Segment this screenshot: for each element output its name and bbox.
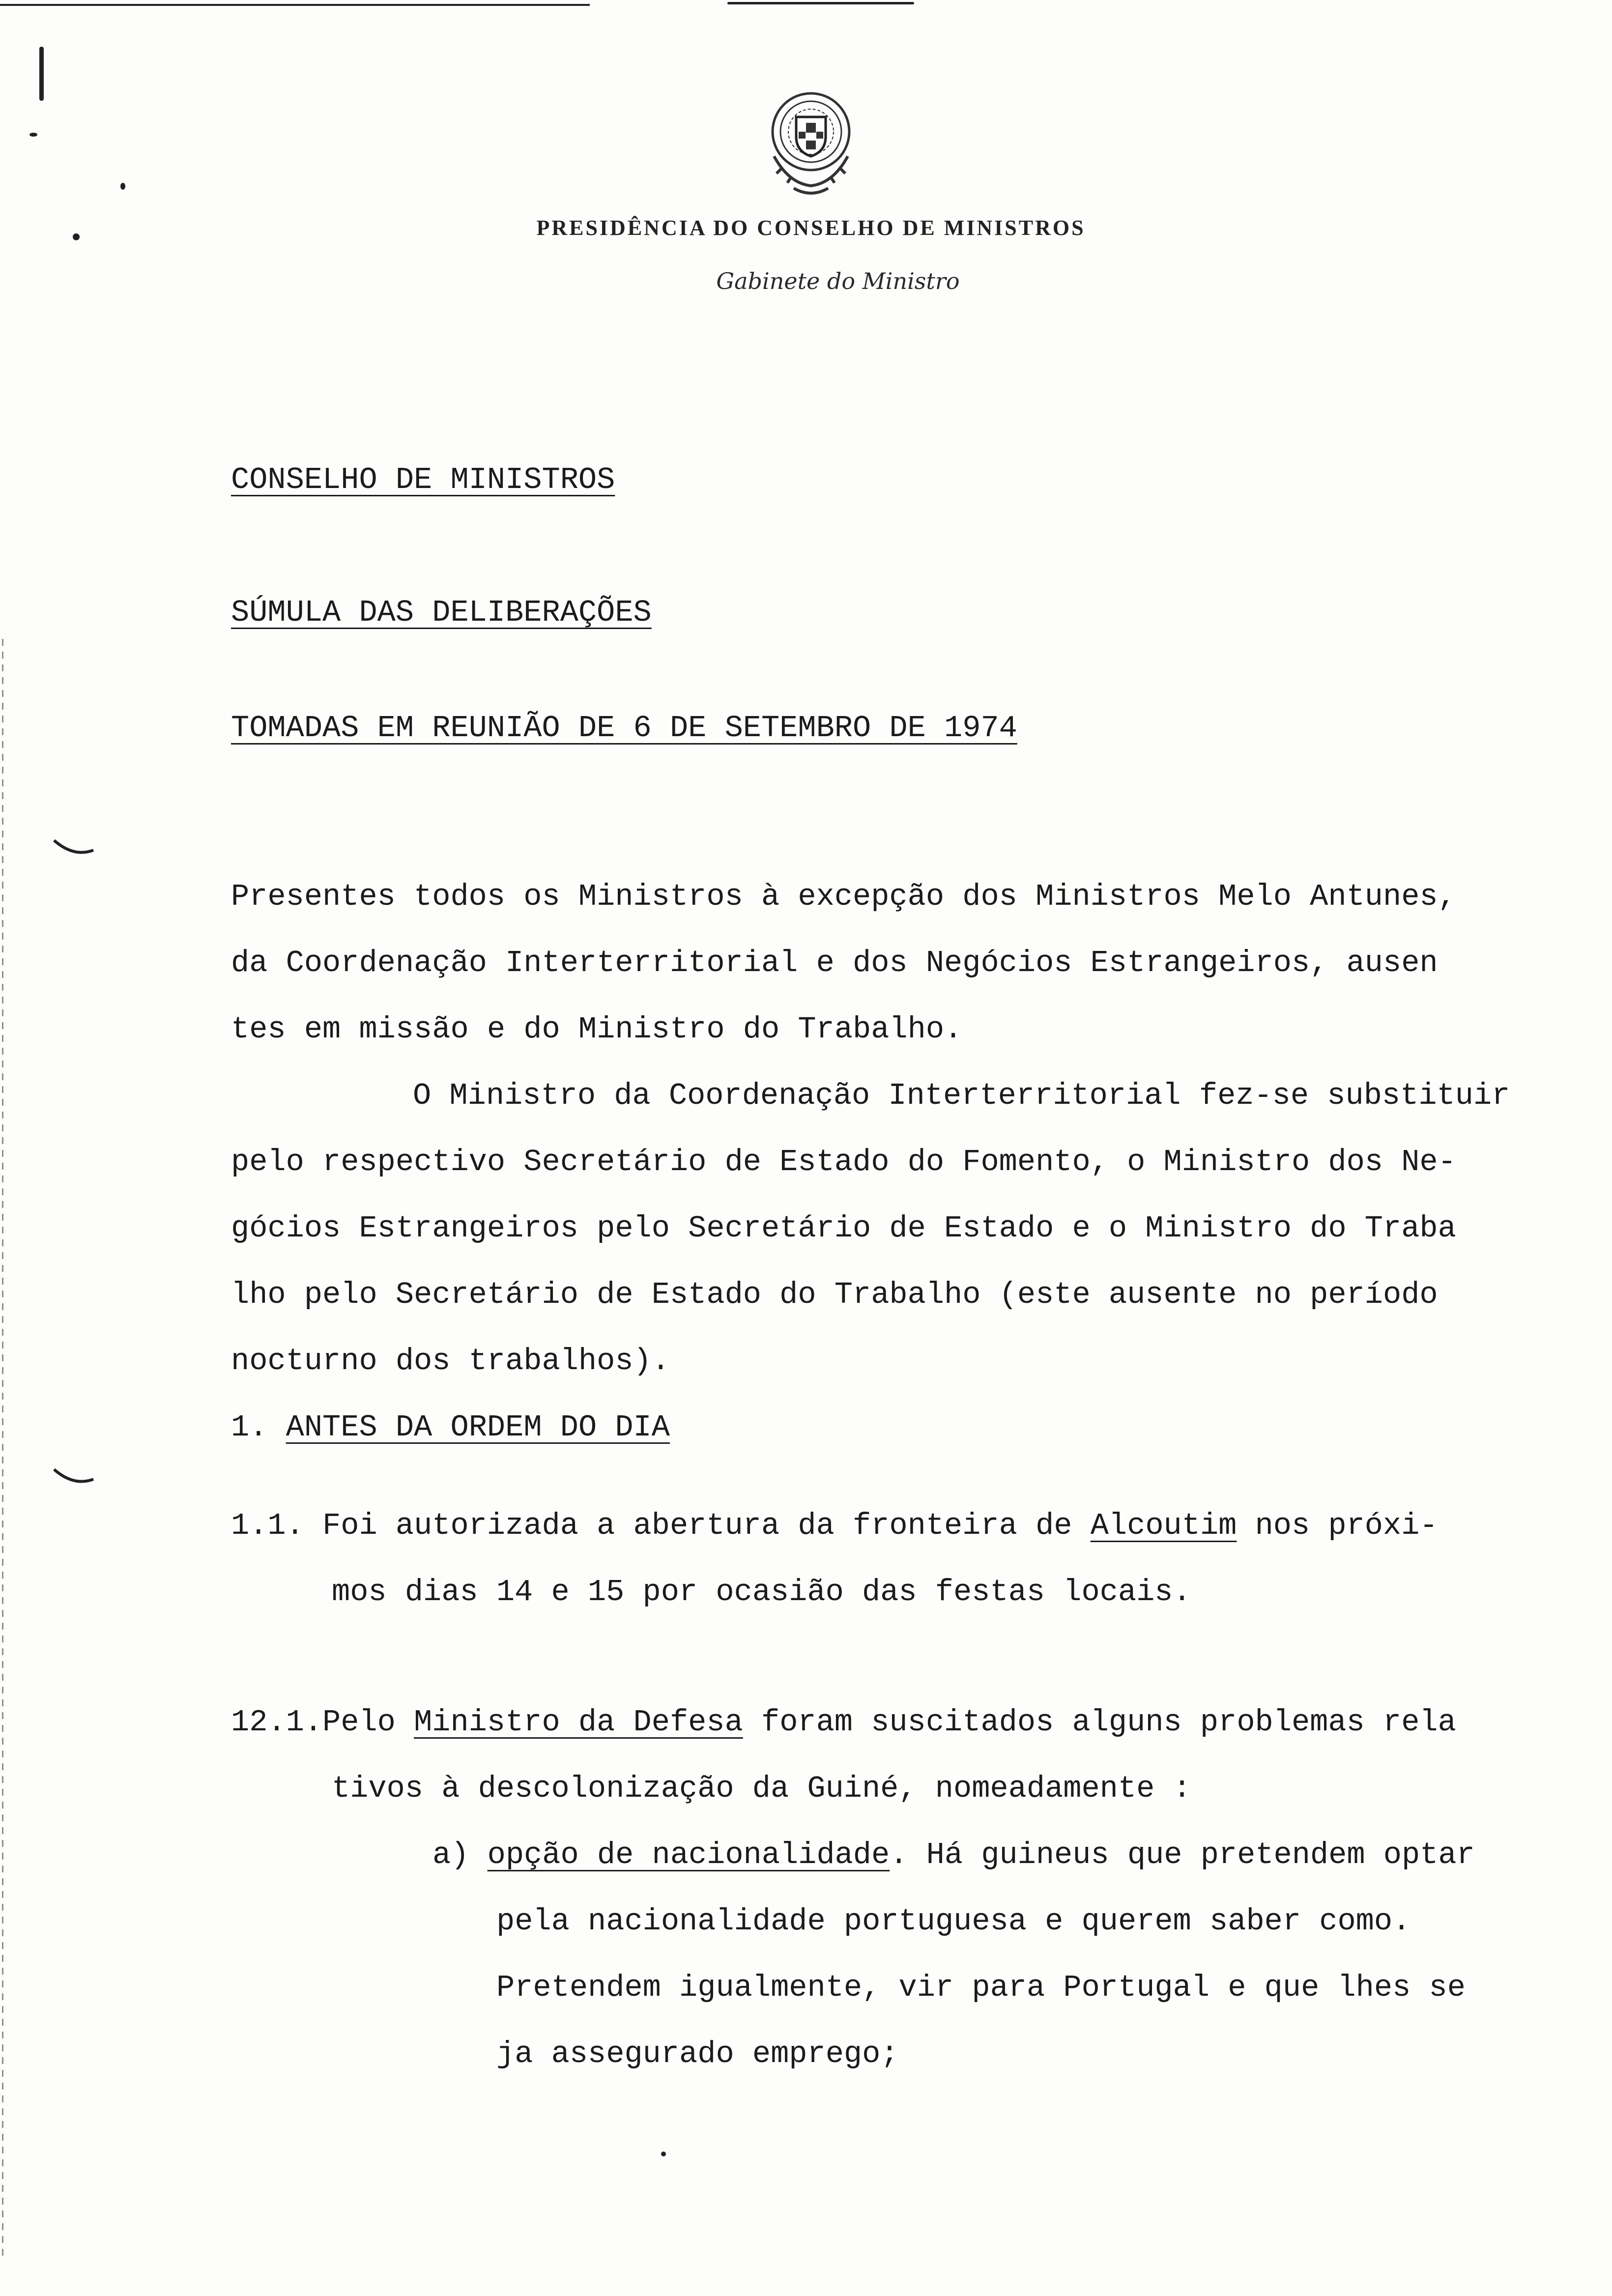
section-number: 1. bbox=[231, 1410, 268, 1445]
scan-left-edge bbox=[2, 639, 3, 2261]
sub-item-a-line: Pretendem igualmente, vir para Portugal e que lhes se bbox=[496, 1970, 1466, 2005]
scan-speck bbox=[661, 2152, 666, 2156]
intro-p2-line: gócios Estrangeiros pelo Secretário de Estado e o Ministro do Traba bbox=[231, 1211, 1456, 1246]
scan-bracket-mark bbox=[52, 835, 96, 860]
scan-speck bbox=[73, 233, 80, 240]
ministry-name: Ministro da Defesa bbox=[414, 1705, 743, 1740]
sub-item-label: a) bbox=[432, 1837, 469, 1872]
item-1-1-line bbox=[231, 1509, 1438, 1543]
section-title: ANTES DA ORDEM DO DIA bbox=[286, 1410, 670, 1445]
scan-edge-top-2 bbox=[727, 2, 914, 4]
sub-item-a-line: pela nacionalidade portuguesa e querem saber como. bbox=[496, 1904, 1411, 1939]
intro-p2-line: O Ministro da Coordenação Interterritorial fez-se substituir bbox=[413, 1078, 1510, 1113]
heading-date: TOMADAS EM REUNIÃO DE 6 DE SETEMBRO DE 1974 bbox=[231, 711, 1017, 746]
sub-item-a-line: ja assegurado emprego; bbox=[496, 2037, 899, 2071]
item-number: 12.1. bbox=[231, 1705, 323, 1740]
item-text: Pelo bbox=[322, 1705, 414, 1740]
intro-p1-line: da Coordenação Interterritorial e dos Negócios Estrangeiros, ausen bbox=[231, 946, 1438, 980]
scan-mark-left bbox=[39, 47, 44, 101]
intro-p2-line: lho pelo Secretário de Estado do Trabalho (este ausente no período bbox=[231, 1277, 1438, 1312]
section-1-heading bbox=[231, 1410, 670, 1445]
scan-speck bbox=[29, 133, 37, 137]
heading-conselho: CONSELHO DE MINISTROS bbox=[231, 462, 615, 497]
sub-item-a-line bbox=[432, 1838, 1475, 1872]
item-12-1-line bbox=[231, 1705, 1456, 1740]
sub-item-topic: opção de nacionalidade bbox=[487, 1837, 890, 1872]
item-text: foram suscitados alguns problemas rela bbox=[743, 1705, 1456, 1740]
scan-edge-top-1 bbox=[0, 4, 590, 6]
coat-of-arms-icon bbox=[764, 83, 858, 201]
scan-bracket-mark bbox=[52, 1464, 96, 1489]
item-text: nos próxi- bbox=[1237, 1508, 1438, 1543]
item-12-1-line: tivos à descolonização da Guiné, nomeadamente : bbox=[332, 1771, 1191, 1806]
heading-sumula: SÚMULA DAS DELIBERAÇÕES bbox=[231, 595, 652, 630]
place-name: Alcoutim bbox=[1090, 1508, 1237, 1543]
intro-p2-line: nocturno dos trabalhos). bbox=[231, 1344, 670, 1378]
intro-p1-line: Presentes todos os Ministros à excepção dos Ministros Melo Antunes, bbox=[231, 879, 1456, 914]
letterhead-subtitle: Gabinete do Ministro bbox=[716, 268, 960, 294]
item-1-1-line: mos dias 14 e 15 por ocasião das festas locais. bbox=[332, 1575, 1191, 1609]
sub-item-text: . Há guineus que pretendem optar bbox=[890, 1837, 1475, 1872]
item-number: 1.1. bbox=[231, 1508, 304, 1543]
letterhead-title: PRESIDÊNCIA DO CONSELHO DE MINISTROS bbox=[536, 216, 1086, 240]
intro-p2-line: pelo respectivo Secretário de Estado do Fomento, o Ministro dos Ne- bbox=[231, 1145, 1456, 1179]
item-text: Foi autorizada a abertura da fronteira de bbox=[322, 1508, 1091, 1543]
scan-speck bbox=[120, 183, 125, 190]
intro-p1-line: tes em missão e do Ministro do Trabalho. bbox=[231, 1012, 963, 1047]
